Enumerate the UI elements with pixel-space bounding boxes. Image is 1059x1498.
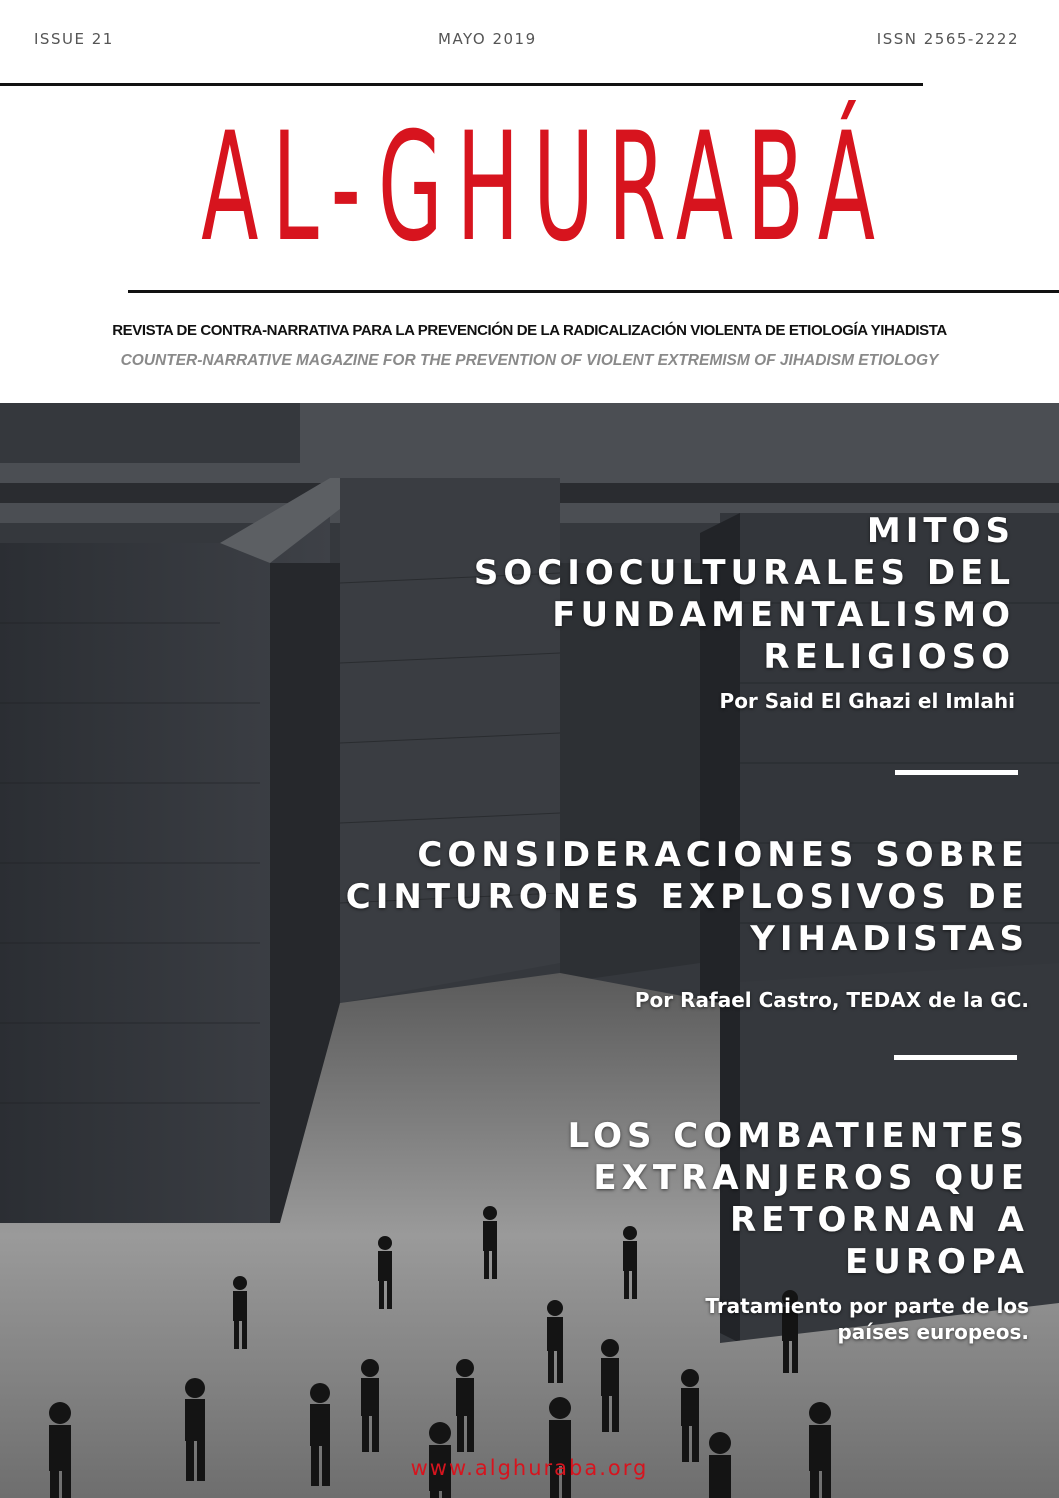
article-title-2-line: CINTURONES EXPLOSIVOS DE xyxy=(345,877,1029,917)
article-divider-2 xyxy=(894,1055,1017,1060)
article-title-1[interactable] xyxy=(474,510,1015,678)
article-title-1-line: MITOS xyxy=(866,511,1015,551)
article-byline-3-line: países europeos. xyxy=(837,1320,1029,1344)
article-title-2[interactable] xyxy=(346,834,1029,960)
article-byline-2 xyxy=(635,987,1029,1013)
subtitle-spanish: REVISTA DE CONTRA-NARRATIVA PARA LA PREVENCIÓN DE LA RADICALIZACIÓN VIOLENTA DE ETIOLOGÍA YIHADISTA xyxy=(112,322,947,339)
article-title-3[interactable] xyxy=(568,1115,1029,1283)
article-title-1-line: FUNDAMENTALISMO xyxy=(552,595,1015,635)
article-title-1-line: SOCIOCULTURALES DEL xyxy=(473,553,1015,593)
website-url[interactable]: www.alghuraba.org xyxy=(410,1456,649,1480)
bottom-rule xyxy=(128,290,1059,293)
article-byline-2-line: Por Rafael Castro, TEDAX de la GC. xyxy=(634,988,1029,1012)
article-title-3-line: EXTRANJEROS QUE xyxy=(593,1158,1029,1198)
article-byline-3-line: Tratamiento por parte de los xyxy=(705,1294,1029,1318)
article-byline-3 xyxy=(705,1293,1029,1345)
article-divider-1 xyxy=(895,770,1018,775)
article-title-1-line: RELIGIOSO xyxy=(763,637,1015,677)
article-byline-1 xyxy=(720,688,1015,714)
article-title-2-line: YIHADISTAS xyxy=(750,919,1029,959)
issue-date: MAYO 2019 xyxy=(438,30,537,48)
article-title-3-line: RETORNAN A xyxy=(729,1200,1029,1240)
subtitle-english: COUNTER-NARRATIVE MAGAZINE FOR THE PREVENTION OF VIOLENT EXTREMISM OF JIHADISM ETIOLOGY xyxy=(120,352,939,369)
issn: ISSN 2565-2222 xyxy=(876,30,1019,48)
article-title-3-line: EUROPA xyxy=(844,1242,1029,1282)
issue-number: ISSUE 21 xyxy=(34,30,114,48)
top-rule xyxy=(0,83,923,86)
article-title-2-line: CONSIDERACIONES SOBRE xyxy=(417,835,1029,875)
masthead-title: AL-GHURABÁ xyxy=(201,101,889,275)
article-byline-1-line: Por Said El Ghazi el Imlahi xyxy=(719,689,1015,713)
article-title-3-line: LOS COMBATIENTES xyxy=(567,1116,1029,1156)
